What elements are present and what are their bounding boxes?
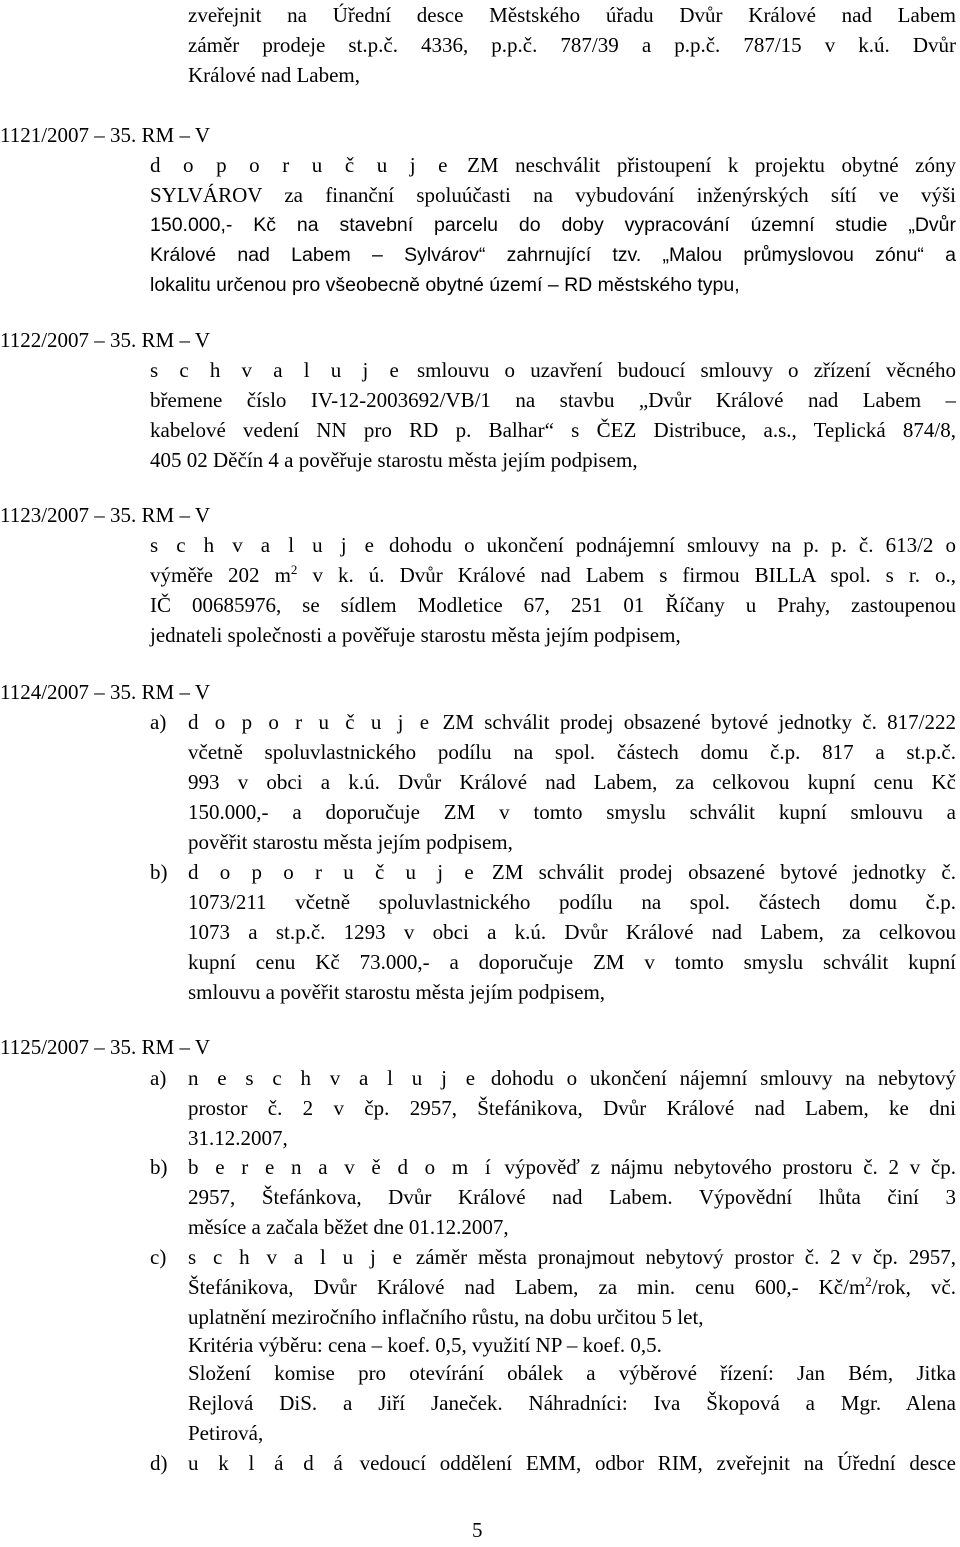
resolution-verb: s c h v a l u j e [150,358,402,382]
resolution-text-line [150,358,956,383]
page-number: 5 [472,1518,483,1542]
resolution-text: /rok, vč. [871,1275,956,1299]
resolution-verb: s c h v a l u j e [188,1245,405,1269]
resolution-text: vedoucí oddělení EMM, odbor RIM, zveřejnit na Úřední desce [359,1451,957,1475]
resolution-header: 1121/2007 – 35. RM – V [0,123,211,147]
resolution-verb: u k l á d á [188,1451,346,1475]
resolution-text: výměře 202 m [150,563,291,587]
superscript: 2 [290,562,298,577]
resolution-text-line [150,533,956,558]
resolution-text-line: 150.000,- Kč na stavební parcelu do doby vypracování územní studie „Dvůr [150,214,956,236]
resolution-text: ZM schválit prodej obsazené bytové jednotky č. 817/222 [442,710,956,734]
resolution-text-line [188,860,956,885]
resolution-text-line: Složení komise pro otevírání obálek a výběrové řízení: Jan Bém, Jitka [188,1361,956,1385]
resolution-text-line: 1073/211 včetně spoluvlastnického podílu na spol. částech domu č.p. [188,890,956,914]
item-label: a) [150,710,167,734]
resolution-text-line [188,1155,956,1180]
resolution-text: dohodu o ukončení nájemní smlouvy na nebytový [490,1066,957,1090]
resolution-text-line: 150.000,- a doporučuje ZM v tomto smyslu schválit kupní smlouvu a [188,800,956,824]
resolution-text: záměr města pronajmout nebytový prostor č. 2 v čp. 2957, [415,1245,956,1269]
resolution-text-line: pověřit starostu města jejím podpisem, [188,830,513,854]
resolution-text-line [188,1245,956,1270]
resolution-verb: s c h v a l u j e [150,533,377,557]
resolution-text-line: Králové nad Labem – Sylvárov“ zahrnující tzv. „Malou průmyslovou zónu“ a [150,244,956,266]
resolution-text-line: 405 02 Děčín 4 a pověřuje starostu města jejím podpisem, [150,448,638,472]
item-label: c) [150,1245,167,1269]
resolution-header: 1122/2007 – 35. RM – V [0,328,211,352]
item-label: b) [150,1155,168,1179]
resolution-text: dohodu o ukončení podnájemní smlouvy na p. p. č. 613/2 o [389,533,956,557]
resolution-text-line: kupní cenu Kč 73.000,- a doporučuje ZM v tomto smyslu schválit kupní [188,950,956,974]
resolution-text-line [188,1066,956,1091]
item-label: a) [150,1066,167,1090]
intro-line: zveřejnit na Úřední desce Městského úřadu Dvůr Králové nad Labem [188,3,956,27]
resolution-text: v k. ú. Dvůr Králové nad Labem s firmou BILLA spol. s r. o., [297,563,956,587]
resolution-text-line: měsíce a začala běžet dne 01.12.2007, [188,1215,509,1239]
resolution-header: 1124/2007 – 35. RM – V [0,680,211,704]
item-label: d) [150,1451,168,1475]
resolution-text-line [188,710,956,735]
item-label: b) [150,860,168,884]
resolution-text-line: Kritéria výběru: cena – koef. 0,5, využití NP – koef. 0,5. [188,1333,662,1357]
resolution-text-line: 1073 a st.p.č. 1293 v obci a k.ú. Dvůr Králové nad Labem, za celkovou [188,920,956,944]
resolution-text: ZM schválit prodej obsazené bytové jednotky č. [491,860,956,884]
resolution-text-line: 2957, Štefánkova, Dvůr Králové nad Labem. Výpovědní lhůta činí 3 [188,1185,956,1209]
resolution-text-line: 993 v obci a k.ú. Dvůr Králové nad Labem, za celkovou kupní cenu Kč [188,770,956,794]
resolution-header: 1125/2007 – 35. RM – V [0,1035,211,1059]
resolution-text-line [188,1451,956,1476]
intro-line: záměr prodeje st.p.č. 4336, p.p.č. 787/39 a p.p.č. 787/15 v k.ú. Dvůr [188,33,956,57]
resolution-text-line: včetně spoluvlastnického podílu na spol. částech domu č.p. 817 a st.p.č. [188,740,956,764]
resolution-verb: n e s c h v a l u j e [188,1066,479,1090]
resolution-verb: b e r e n a v ě d o m í [188,1155,494,1179]
resolution-text-line: lokalitu určenou pro všeobecně obytné území – RD městského typu, [150,274,740,296]
resolution-text: smlouvu o uzavření budoucí smlouvy o zřízení věcného [416,358,956,382]
resolution-text-line: 31.12.2007, [188,1126,288,1150]
resolution-verb: d o p o r u č u j e [188,860,477,884]
resolution-text-line [188,1275,956,1300]
resolution-text-line: IČ 00685976, se sídlem Modletice 67, 251 01 Říčany u Prahy, zastoupenou [150,593,956,617]
resolution-text-line: kabelové vedení NN pro RD p. Balhar“ s ČEZ Distribuce, a.s., Teplická 874/8, [150,418,956,442]
resolution-text-line: Petirová, [188,1421,264,1445]
resolution-text-line: břemene číslo IV-12-2003692/VB/1 na stavbu „Dvůr Králové nad Labem – [150,388,956,412]
resolution-text: Štefánikova, Dvůr Králové nad Labem, za min. cenu 600,- Kč/m [188,1275,866,1299]
resolution-text: výpověď z nájmu nebytového prostoru č. 2 v čp. [504,1155,956,1179]
resolution-header: 1123/2007 – 35. RM – V [0,503,211,527]
resolution-text-line: SYLVÁROV za finanční spoluúčasti na vybudování inženýrských sítí ve výši [150,183,956,207]
resolution-text: ZM neschválit přistoupení k projektu obytné zóny [467,153,956,177]
resolution-text-line [150,153,956,178]
resolution-text-line: smlouvu a pověřit starostu města jejím podpisem, [188,980,606,1004]
resolution-text-line: uplatnění meziročního inflačního růstu, na dobu určitou 5 let, [188,1305,704,1329]
resolution-verb: d o p o r u č u j e [188,710,433,734]
resolution-verb: d o p o r u č u j e [150,153,451,177]
resolution-text-line [150,563,956,588]
intro-line: Králové nad Labem, [188,63,361,87]
resolution-text-line: prostor č. 2 v čp. 2957, Štefánikova, Dvůr Králové nad Labem, ke dni [188,1096,956,1120]
resolution-text-line: Rejlová DiS. a Jiří Janeček. Náhradníci: Iva Škopová a Mgr. Alena [188,1391,956,1415]
superscript: 2 [865,1274,872,1289]
resolution-text-line: jednateli společnosti a pověřuje starostu města jejím podpisem, [150,623,681,647]
